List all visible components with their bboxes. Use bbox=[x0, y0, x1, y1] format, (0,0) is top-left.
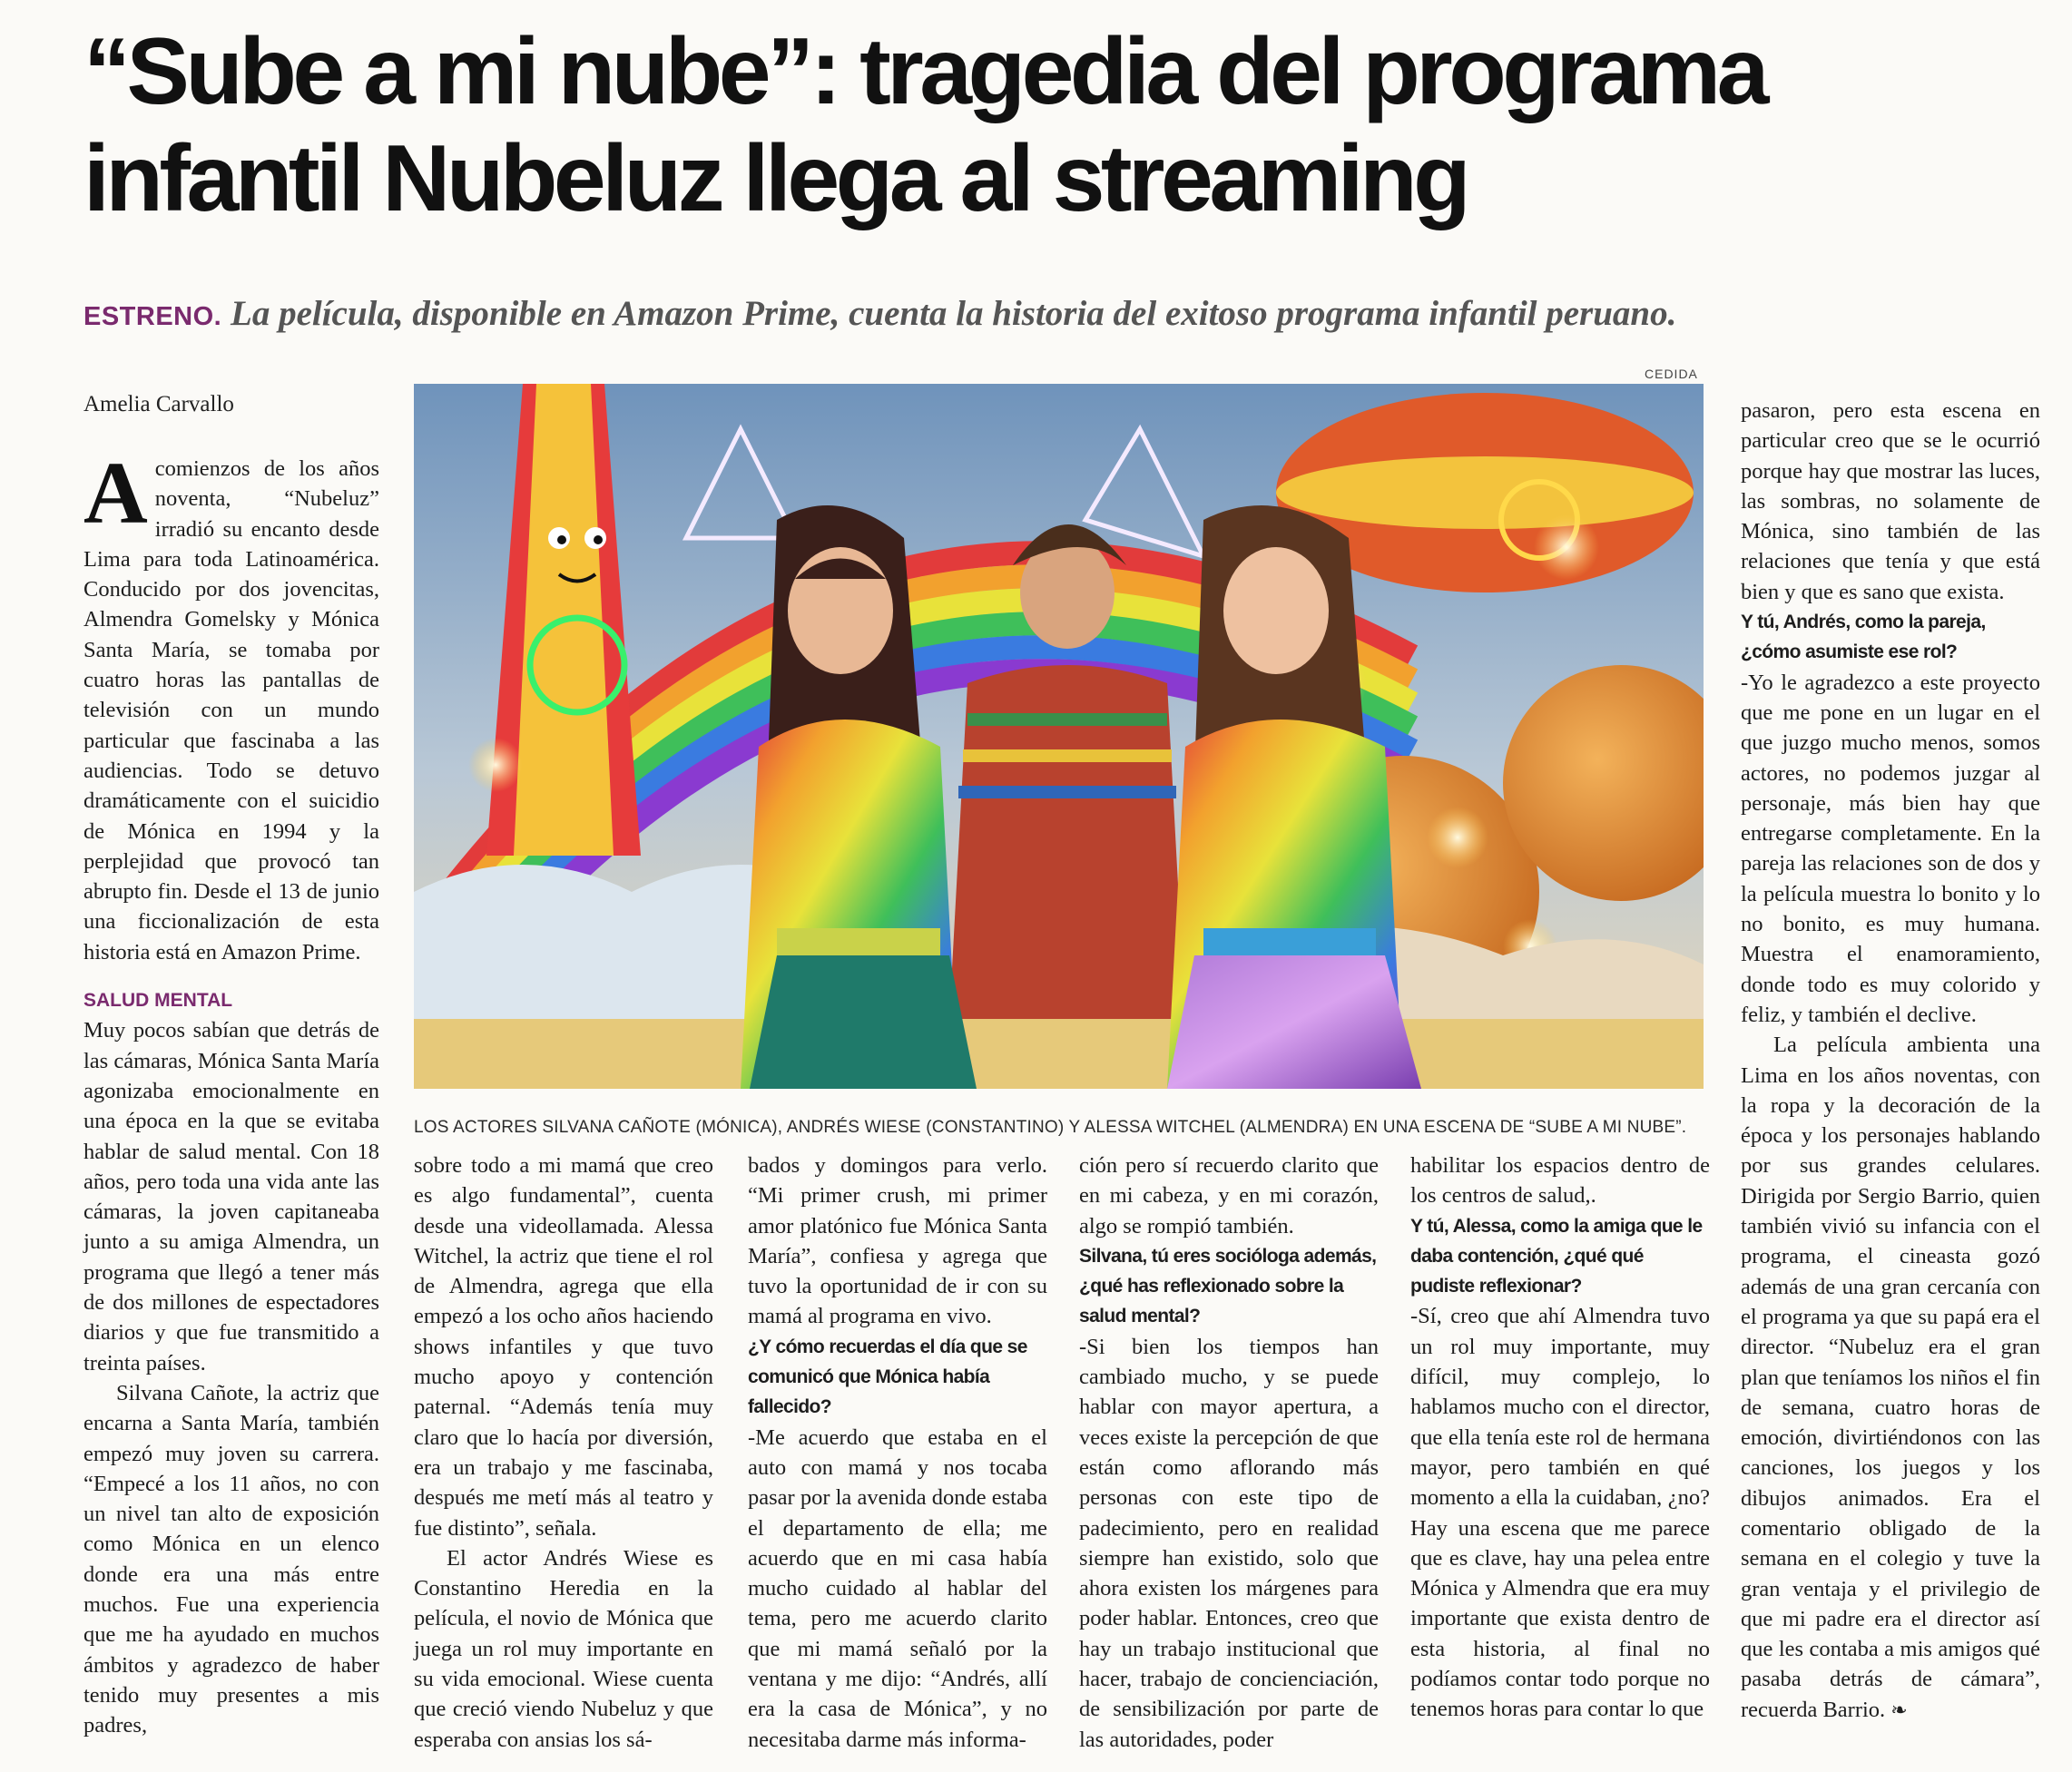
byline: Amelia Carvallo bbox=[83, 392, 234, 416]
actors-figures bbox=[741, 505, 1421, 1089]
deck bbox=[83, 293, 2062, 338]
deck-kicker: ESTRENO. bbox=[83, 302, 222, 331]
interview-answer: -Yo le agradezco a este proyecto que me pone en un lugar en el que juzgo mucho menos, somos actores, no podemos juzgar al personaje, más bien hay que entregarse completamente. En la pareja las relaciones son de dos y la película muestra lo bonito y lo no bonito, es muy humana. Muestra el enamoramiento, donde todo es muy colorido y feliz, y también el declive. bbox=[1741, 670, 2040, 1027]
interview-answer: -Sí, creo que ahí Almendra tuvo un rol muy importante, muy difícil, muy complejo, lo hablamos mucho con el director, que ella tenía este rol de hermana mayor, pero también en qué momento a ella la cuidaban, ¿no? Hay una escena que me parece que es clave, hay una pelea entre Mónica y Almendra que era muy importante que exista dentro de esta historia, al final no podíamos contar todo porque no tenemos horas para contar lo que bbox=[1410, 1304, 1710, 1722]
closing-paragraph-text: La película ambienta una Lima en los años noventas, con la ropa y la decoración de la época y los personajes hablando por sus grandes celulares. Dirigida por Sergio Barrio, quien también vivió su infancia con el programa, el cineasta gozó además de una gran cercanía con el programa ya que su papá era el director. “Nubeluz era el gran plan que teníamos los niños el fin de semana, cuatro horas de emoción, divirtiéndonos con las canciones, los juegos y los dibujos animados. Era el comentario obligado de la semana en el colegio y tuve la gran ventaja y el privilegio de que mi padre era el director así que les contaba a mis amigos qué pasaba detrás de cámara”, recuerda Barrio. bbox=[1741, 1033, 2040, 1722]
end-mark-icon: ❧ bbox=[1890, 1699, 1908, 1722]
article-column-3 bbox=[748, 1150, 1047, 1755]
paragraph: bados y domingos para verlo. “Mi primer crush, mi primer amor platónico fue Mónica Santa María”, confiesa y agrega que tuvo la oportunidad de ir con su mamá al programa en vivo. bbox=[748, 1153, 1047, 1329]
headline bbox=[83, 18, 2062, 232]
photo-credit: CEDIDA bbox=[1645, 367, 1698, 381]
paragraph: habilitar los espacios dentro de los centros de salud,. bbox=[1410, 1153, 1710, 1209]
paragraph: El actor Andrés Wiese es Constantino Heredia en la película, el novio de Mónica que juega un rol muy importante en su vida emocional. Wiese cuenta que creció viendo Nubeluz y que esperaba con ansias los sá- bbox=[414, 1545, 713, 1752]
paragraph: ción pero sí recuerdo clarito que en mi cabeza, y en mi corazón, algo se rompió también. bbox=[1079, 1153, 1379, 1238]
article-column-1 bbox=[83, 445, 379, 1740]
interview-question: Y tú, Alessa, como la amiga que le daba contención, ¿qué qué pudiste reflexionar? bbox=[1410, 1215, 1703, 1297]
drop-cap: A bbox=[83, 445, 148, 543]
headline-line-1: “Sube a mi nube”: tragedia del programa bbox=[83, 19, 1765, 124]
photo-caption: LOS ACTORES SILVANA CAÑOTE (MÓNICA), ANDRÉS WIESE (CONSTANTINO) Y ALESSA WITCHEL (ALMENDRA) EN UNA ESCENA DE “SUBE A MI NUBE”. bbox=[414, 1118, 1687, 1137]
subhead-salud-mental: SALUD MENTAL bbox=[83, 990, 233, 1012]
headline-line-2: infantil Nubeluz llega al streaming bbox=[83, 126, 1468, 231]
article-column-5 bbox=[1410, 1150, 1710, 1725]
paragraph: pasaron, pero esta escena en particular creo que se le ocurrió porque hay que mostrar las luces, las sombras, no solamente de Mónica, sino también de las relaciones que tenía y que está bien y que es sano que exista. bbox=[1741, 398, 2040, 604]
interview-question: Y tú, Andrés, como la pareja, ¿cómo asumiste ese rol? bbox=[1741, 612, 1986, 663]
interview-question: Silvana, tú eres socióloga además, ¿qué has reflexionado sobre la salud mental? bbox=[1079, 1245, 1377, 1327]
article-column-4 bbox=[1079, 1150, 1379, 1755]
article-column-6 bbox=[1741, 396, 2040, 1726]
interview-answer: -Si bien los tiempos han cambiado mucho, y se puede hablar con mayor apertura, a veces existe la percepción de que están como aflorando más personas con este tipo de padecimiento, pero en realidad siempre han existido, solo que ahora existen los márgenes para poder hablar. Entonces, creo que hay un trabajo institucional que hacer, trabajo de concienciación, de sensibilización por parte de las autoridades, poder bbox=[1079, 1334, 1379, 1752]
photo-illustration bbox=[414, 384, 1704, 1089]
paragraph: sobre todo a mi mamá que creo es algo fundamental”, cuenta desde una videollamada. Alessa Witchel, la actriz que tiene el rol de Almendra, agrega que ella empezó a los ocho años haciendo shows infantiles y que tuvo mucho apoyo y contención paternal. “Además tenía muy claro que lo hacía por diversión, era un trabajo y me fascinaba, después me metí más al teatro y fue distinto”, señala. bbox=[414, 1153, 713, 1541]
paragraph: Silvana Cañote, la actriz que encarna a Santa María, también empezó muy joven su carrera. “Empecé a los 11 años, no con un nivel tan alto de exposición como Mónica en un elenco donde era una más entre muchos. Fue una experiencia que me ha ayudado en muchos ámbitos y agradezco de haber tenido muy presentes a mis padres, bbox=[83, 1380, 379, 1738]
interview-question: ¿Y cómo recuerdas el día que se comunicó que Mónica había fallecido? bbox=[748, 1336, 1027, 1418]
article-photo bbox=[414, 384, 1704, 1089]
lead-paragraph bbox=[83, 445, 379, 967]
paragraph: Muy pocos sabían que detrás de las cámaras, Mónica Santa María agonizaba emocionalmente en una época en la que se evitaba hablar de salud mental. Con 18 años, pero toda una vida ante las cámaras, la joven capitaneaba junto a su amiga Almendra, un programa que llegó a tener más de dos millones de espectadores diarios y que fue transmitido a treinta países. bbox=[83, 1018, 379, 1376]
article-column-2 bbox=[414, 1150, 713, 1755]
deck-summary: La película, disponible en Amazon Prime, cuenta la historia del exitoso programa infantil peruano. bbox=[231, 294, 1677, 333]
closing-paragraph bbox=[1741, 1030, 2040, 1726]
interview-answer: -Me acuerdo que estaba en el auto con mamá y nos tocaba pasar por la avenida donde estaba el departamento de ella; me acuerdo que en mi casa había mucho cuidado al hablar del tema, pero me acuerdo clarito que mi mamá señaló por la ventana y me dijo: “Andrés, allí era la casa de Mónica”, y no necesitaba darme más informa- bbox=[748, 1424, 1047, 1752]
lead-paragraph-text: comienzos de los años noventa, “Nubeluz” irradió su encanto desde Lima para toda Latinoamérica. Conducido por dos jovencitas, Almendra Gomelsky y Mónica Santa María, se tomaba por cuatro horas las pantallas de televisión con un mundo particular que fascinaba a las audiencias. Todo se detuvo dramáticamente con el suicidio de Mónica en 1994 y la perplejidad que provocó tan abrupto fin. Desde el 13 de junio una ficcionalización de esta historia está en Amazon Prime. bbox=[83, 456, 379, 964]
